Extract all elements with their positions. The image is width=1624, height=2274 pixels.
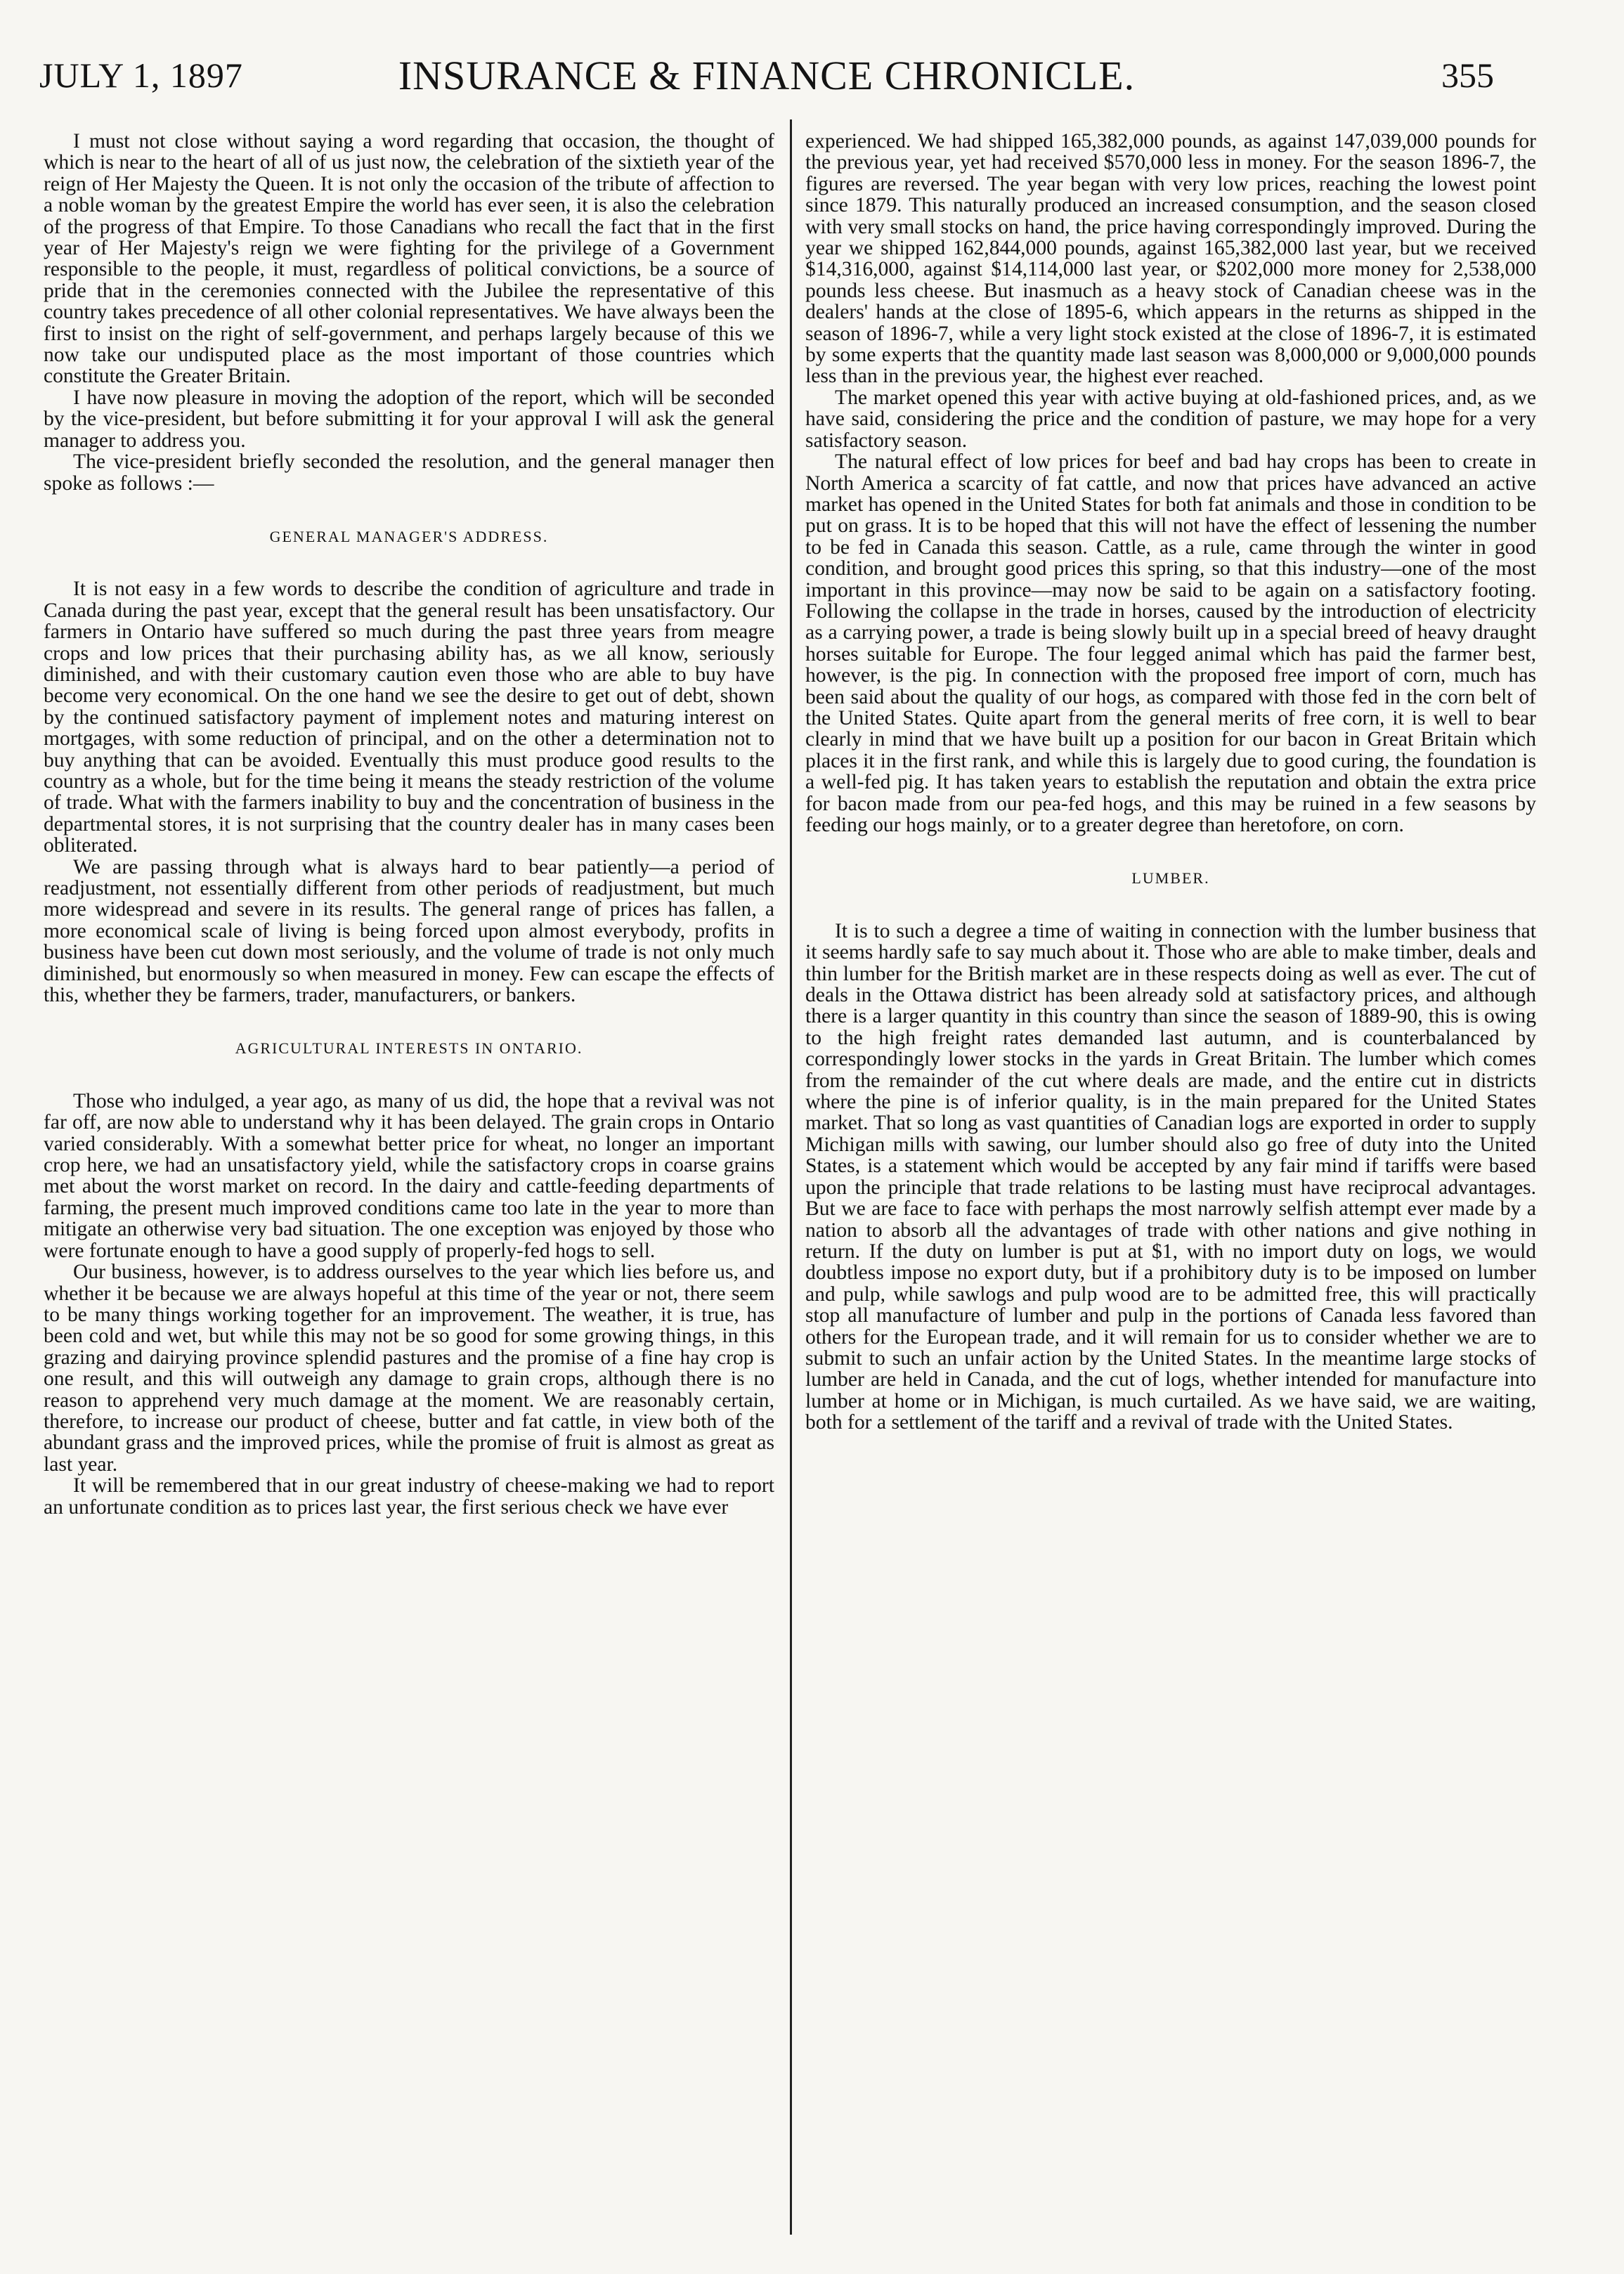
paragraph: It is not easy in a few words to describe the condition of agriculture and trade in Canada during the past year, except that the general result has been unsatisfactory. Our farmers in Ontario have suffered so much during the past three years from meagre crops and low prices that their purchasing ability has, as we all know, seriously diminished, and with their customary caution even those who are able to buy have become very economical. On the one hand we see the desire to get out of debt, shown by the continued satisfactory payment of implement notes and maturing interest on mortgages, with some reduction of principal, and on the other a determination not to buy anything that can be avoided. Eventually this must produce good results to the country as a whole, but for the time being it means the steady restriction of the volume of trade. What with the farmers inability to buy and the concentration of business in the departmental stores, it is not surprising that the country dealer has in many cases been obliterated.	[44, 578, 774, 857]
paragraph: The vice-president briefly seconded the resolution, and the general manager then spoke as follows :—	[44, 450, 774, 495]
section-heading: LUMBER.	[1131, 869, 1210, 888]
section-heading: GENERAL MANAGER'S ADDRESS.	[269, 527, 549, 545]
paragraph: The market opened this year with active buying at old-fashioned prices, and, as we have said, considering the price and the condition of pasture, we may hope for a very satisfactory season.	[805, 386, 1536, 452]
page-header	[39, 55, 1494, 111]
paragraph: It will be remembered that in our great industry of cheese-making we had to report an unfortunate condition as to prices last year, the first serious check we have ever	[44, 1474, 774, 1519]
page-number: 355	[1441, 56, 1494, 95]
paragraph: The natural effect of low prices for beef and bad hay crops has been to create in North America a scarcity of fat cattle, and now that prices have advanced an active market has opened in the United States for both fat animals and those in condition to be put on grass. It is to be hoped that this will not have the effect of lessening the number to be fed in Canada this season. Cattle, as a rule, came through the winter in good condition, and brought good prices this spring, so that this industry—one of the most important in this province—may now be said to be again on a satisfactory footing. Following the collapse in the trade in horses, caused by the introduction of electricity as a carrying power, a trade is being slowly built up in a special breed of heavy draught horses suitable for Europe. The four legged animal which has paid the farmer best, however, is the pig. In connection with the proposed free import of corn, much has been said about the quality of our hogs, as compared with those fed in the corn belt of the United States. Quite apart from the general merits of free corn, it is well to bear clearly in mind that we have built up a position for our bacon in Great Britain which places it in the first rank, and while this is largely due to good curing, the foundation is a well-fed pig. It has taken years to establish the reputation and obtain the extra price for bacon made from our pea-fed hogs, and this may be ruined in a few seasons by feeding our hogs mainly, or to a greater degree than heretofore, on corn.	[805, 450, 1536, 836]
paragraph: I have now pleasure in moving the adoption of the report, which will be seconded by the vice-president, but before submitting it for your approval I will ask the general manager to address you.	[44, 386, 774, 452]
issue-date: JULY 1, 1897	[39, 56, 243, 95]
paragraph: experienced. We had shipped 165,382,000 pounds, as against 147,039,000 pounds for the previous year, yet had received $570,000 less in money. For the season 1896-7, the figures are reversed. The year began with very low prices, reaching the lowest point since 1879. This naturally produced an increased consumption, and the season closed with very small stocks on hand, the price having correspondingly improved. During the year we shipped 162,844,000 pounds, against 165,382,000 last year, but we received $14,316,000, against $14,114,000 last year, or $202,000 more money for 2,538,000 pounds less cheese. But inasmuch as a heavy stock of Canadian cheese was in the dealers' hands at the close of 1895-6, which appears in the returns as shipped in the season of 1896-7, while a very light stock existed at the close of 1896-7, it is estimated by some experts that the quantity made last season was 8,000,000 or 9,000,000 pounds less than in the previous year, the highest ever reached.	[805, 131, 1536, 388]
paragraph: It is to such a degree a time of waiting in connection with the lumber business that it seems hardly safe to say much about it. Those who are able to make timber, deals and thin lumber for the British market are in these respects doing as well as ever. The cut of deals in the Ottawa district has been already sold at satisfactory prices, and although there is a larger quantity in this country than since the season of 1889-90, this is owing to the high freight rates demanded last autumn, and is counterbalanced by correspondingly lower stocks in the yards in Great Britain. The lumber which comes from the remainder of the cut where deals are made, and the entire cut in districts where the pine is of inferior quality, is in the main prepared for the United States market. That so long as vast quantities of Canadian logs are exported in order to supply Michigan mills with sawing, our lumber should also go free of duty into the United States, is a statement which would be accepted by any fair mind if tariffs were based upon the principle that trade relations to be lasting must have reciprocal advantages. But we are face to face with perhaps the most narrowly selfish attempt ever made by a nation to absorb all the advantages of trade with other nations and give nothing in return. If the duty on lumber is put at $1, with no import duty on logs, we would doubtless impose no export duty, but if a prohibitory duty is to be imposed on lumber and pulp, while sawlogs and pulp wood are to be admitted free, this will practically stop all manufacture of lumber and pulp in the portions of Canada less favored than others for the European trade, and it will remain for us to consider whether we are to submit to such an unfair action by the United States. In the meantime large stocks of lumber are held in Canada, and the cut of logs, whether intended for manufacture into lumber at home or in Michigan, is much curtailed. As we have said, we are waiting, both for a settlement of the tariff and a revival of trade with the United States.	[805, 919, 1536, 1434]
paragraph: I must not close without saying a word regarding that occasion, the thought of which is near to the heart of all of us just now, the celebration of the sixtieth year of the reign of Her Majesty the Queen. It is not only the occasion of the tribute of affection to a noble woman by the greatest Empire the world has ever seen, it is also the celebration of the progress of that Empire. To those Canadians who recall the fact that in the first year of Her Majesty's reign we were fighting for the privilege of a Government responsible to the people, it must, regardless of political convictions, be a source of pride that in the ceremonies connected with the Jubilee the representative of this country takes precedence of all other colonial representatives. We have always been the first to insist on the right of self-government, and perhaps largely because of this we now take our undisputed place as the most important of those countries which constitute the Greater Britain.	[44, 131, 774, 388]
publication-title: INSURANCE & FINANCE CHRONICLE.	[398, 53, 1136, 98]
right-column	[805, 131, 1536, 2246]
section-heading: AGRICULTURAL INTERESTS IN ONTARIO.	[235, 1039, 583, 1058]
column-divider	[790, 119, 792, 2235]
paragraph: Our business, however, is to address ourselves to the year which lies before us, and whether it be because we are always hopeful at this time of the year or not, there seem to be many things working together for an improvement. The weather, it is true, has been cold and wet, but while this may not be so good for some growing things, in this grazing and dairying province splendid pastures and the promise of a fine hay crop is one result, and this will outweigh any damage to grain crops, although there is no reason to apprehend very much damage at the moment. We are reasonably certain, therefore, to increase our product of cheese, butter and fat cattle, in view both of the abundant grass and the improved prices, while the promise of fruit is almost as great as last year.	[44, 1261, 774, 1476]
left-column	[44, 131, 774, 2246]
paragraph: Those who indulged, a year ago, as many of us did, the hope that a revival was not far off, are now able to understand why it has been delayed. The grain crops in Ontario varied considerably. With a somewhat better price for wheat, no longer an important crop here, we had an unsatisfactory yield, while the satisfactory crops in coarse grains met about the worst market on record. In the dairy and cattle-feeding departments of farming, the present much improved conditions came too late in the year to more than mitigate an otherwise very bad situation. The one exception was enjoyed by those who were fortunate enough to have a good supply of properly-fed hogs to sell.	[44, 1089, 774, 1262]
paragraph: We are passing through what is always hard to bear patiently—a period of readjustment, not essentially different from other periods of readjustment, but much more widespread and severe in its results. The general range of prices has fallen, a more economical scale of living is being forced upon almost everybody, profits in business have been cut down most seriously, and the volume of trade is not only much diminished, but enormously so when measured in money. Few can escape the effects of this, whether they be farmers, trader, manufacturers, or bankers.	[44, 855, 774, 1007]
